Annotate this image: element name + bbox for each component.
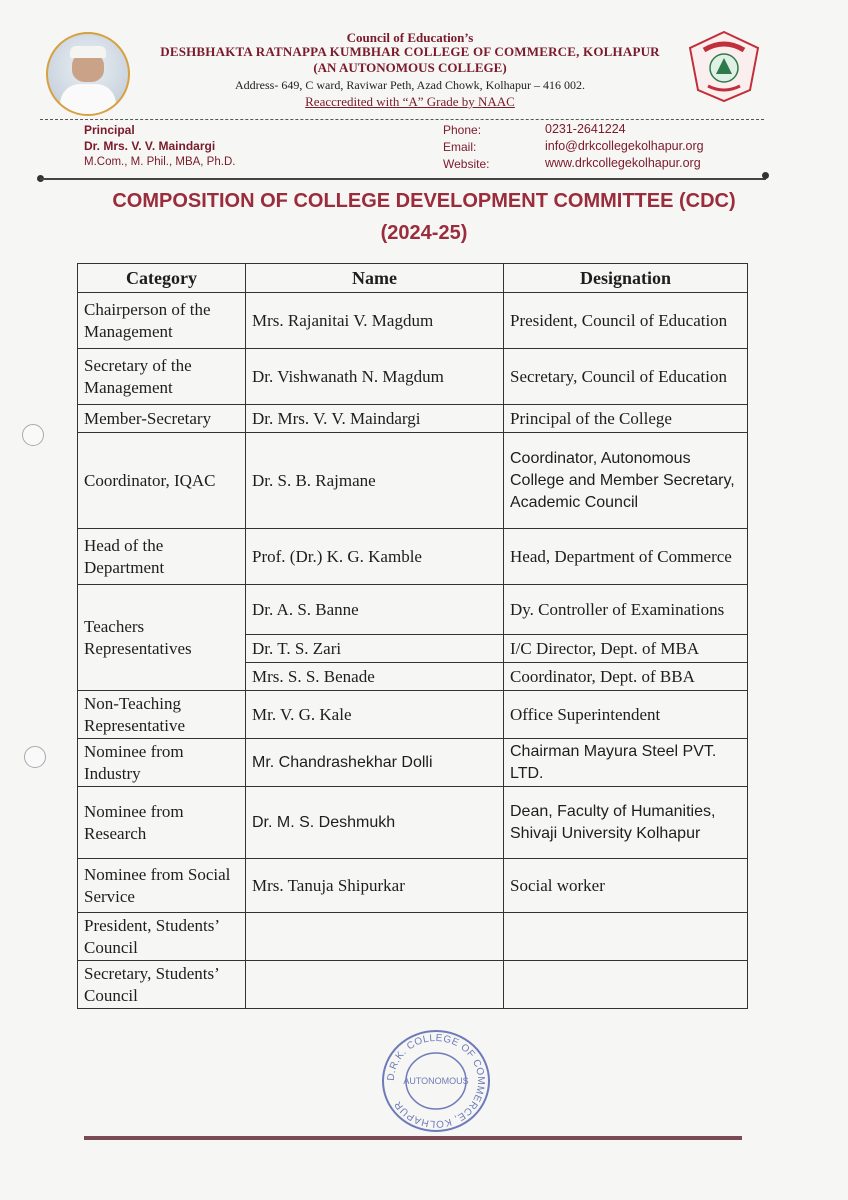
category-cell: President, Students’ Council bbox=[78, 913, 246, 961]
designation-cell: Chairman Mayura Steel PVT. LTD. bbox=[504, 739, 748, 787]
name-cell: Dr. M. S. Deshmukh bbox=[246, 787, 504, 859]
table-row bbox=[78, 349, 748, 405]
name-cell: Mrs. Rajanitai V. Magdum bbox=[246, 293, 504, 349]
table-row bbox=[78, 913, 748, 961]
category-cell: Secretary, Students’ Council bbox=[78, 961, 246, 1009]
category-cell: Nominee from Social Service bbox=[78, 859, 246, 913]
designation-cell: Dy. Controller of Examinations bbox=[504, 585, 748, 635]
footer-divider bbox=[84, 1136, 742, 1140]
table-row bbox=[78, 585, 748, 635]
table-row bbox=[78, 961, 748, 1009]
name-cell: Dr. Mrs. V. V. Maindargi bbox=[246, 405, 504, 433]
name-cell bbox=[246, 961, 504, 1009]
principal-name: Dr. Mrs. V. V. Maindargi bbox=[84, 139, 216, 153]
principal-qualifications: M.Com., M. Phil., MBA, Ph.D. bbox=[84, 156, 236, 168]
header-divider-solid bbox=[40, 178, 766, 180]
designation-cell: President, Council of Education bbox=[504, 293, 748, 349]
website-label: Website: bbox=[443, 157, 490, 171]
name-cell bbox=[246, 913, 504, 961]
name-cell: Prof. (Dr.) K. G. Kamble bbox=[246, 529, 504, 585]
category-cell: Chairperson of the Management bbox=[78, 293, 246, 349]
designation-cell bbox=[504, 961, 748, 1009]
table-row bbox=[78, 739, 748, 787]
designation-cell: Coordinator, Dept. of BBA bbox=[504, 663, 748, 691]
header-divider-dashed bbox=[40, 119, 764, 120]
category-cell: Coordinator, IQAC bbox=[78, 433, 246, 529]
autonomous-label: (AN AUTONOMOUS COLLEGE) bbox=[313, 60, 507, 75]
table-row bbox=[78, 787, 748, 859]
principal-label: Principal bbox=[84, 123, 135, 137]
divider-dot-right bbox=[762, 172, 769, 179]
website-value: www.drkcollegekolhapur.org bbox=[545, 156, 701, 170]
category-cell: Teachers Representatives bbox=[78, 585, 246, 691]
category-cell: Non-Teaching Representative bbox=[78, 691, 246, 739]
punch-hole-top bbox=[22, 424, 44, 446]
designation-cell: I/C Director, Dept. of MBA bbox=[504, 635, 748, 663]
document-year: (2024-25) bbox=[380, 222, 468, 244]
designation-cell: Coordinator, Autonomous College and Member Secretary, Academic Council bbox=[504, 433, 748, 529]
cdc-composition-table bbox=[77, 263, 748, 1009]
category-cell: Head of the Department bbox=[78, 529, 246, 585]
name-cell: Dr. A. S. Banne bbox=[246, 585, 504, 635]
table-row bbox=[78, 529, 748, 585]
college-address: Address- 649, C ward, Raviwar Peth, Azad Chowk, Kolhapur – 416 002. bbox=[235, 78, 585, 92]
category-cell: Nominee from Research bbox=[78, 787, 246, 859]
name-cell: Mr. V. G. Kale bbox=[246, 691, 504, 739]
table-row bbox=[78, 433, 748, 529]
document-title: COMPOSITION OF COLLEGE DEVELOPMENT COMMITTEE (CDC) bbox=[112, 190, 736, 212]
name-cell: Dr. T. S. Zari bbox=[246, 635, 504, 663]
name-cell: Mr. Chandrashekhar Dolli bbox=[246, 739, 504, 787]
column-header: Designation bbox=[504, 264, 748, 293]
category-cell: Nominee from Industry bbox=[78, 739, 246, 787]
designation-cell: Office Superintendent bbox=[504, 691, 748, 739]
phone-value: 0231-2641224 bbox=[545, 122, 626, 136]
designation-cell: Head, Department of Commerce bbox=[504, 529, 748, 585]
name-cell: Mrs. Tanuja Shipurkar bbox=[246, 859, 504, 913]
table-header-row bbox=[78, 264, 748, 293]
college-name: DESHBHAKTA RATNAPPA KUMBHAR COLLEGE OF COMMERCE, KOLHAPUR bbox=[160, 44, 660, 59]
council-name: Council of Education’s bbox=[346, 30, 474, 45]
designation-cell: Social worker bbox=[504, 859, 748, 913]
column-header: Name bbox=[246, 264, 504, 293]
naac-grade bbox=[130, 94, 690, 110]
college-seal-stamp bbox=[380, 1028, 492, 1134]
name-cell: Dr. Vishwanath N. Magdum bbox=[246, 349, 504, 405]
stamp-outer-text: D.R.K. COLLEGE OF COMMERCE, KOLHAPUR bbox=[385, 1032, 487, 1130]
email-label: Email: bbox=[443, 140, 477, 154]
college-emblem-logo bbox=[686, 28, 762, 104]
category-cell: Member-Secretary bbox=[78, 405, 246, 433]
punch-hole-bottom bbox=[24, 746, 46, 768]
phone-label: Phone: bbox=[443, 123, 482, 137]
name-cell: Dr. S. B. Rajmane bbox=[246, 433, 504, 529]
column-header: Category bbox=[78, 264, 246, 293]
founder-portrait-image bbox=[46, 32, 130, 116]
naac-grade-text: Reaccredited with “A” Grade by NAAC bbox=[305, 94, 515, 109]
table-row bbox=[78, 859, 748, 913]
designation-cell: Secretary, Council of Education bbox=[504, 349, 748, 405]
stamp-inner-text: AUTONOMOUS bbox=[403, 1076, 469, 1086]
table-row bbox=[78, 293, 748, 349]
email-value: info@drkcollegekolhapur.org bbox=[545, 139, 704, 153]
name-cell: Mrs. S. S. Benade bbox=[246, 663, 504, 691]
designation-cell: Dean, Faculty of Humanities, Shivaji University Kolhapur bbox=[504, 787, 748, 859]
designation-cell: Principal of the College bbox=[504, 405, 748, 433]
category-cell: Secretary of the Management bbox=[78, 349, 246, 405]
table-row bbox=[78, 405, 748, 433]
table-row bbox=[78, 691, 748, 739]
designation-cell bbox=[504, 913, 748, 961]
